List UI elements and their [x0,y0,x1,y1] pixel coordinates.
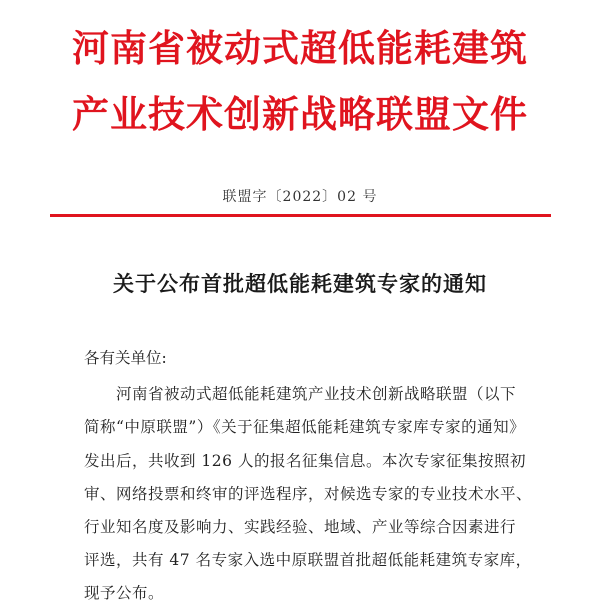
paragraph-line: 现予公布。 [84,584,165,602]
paragraph-line: 审、网络投票和终审的评选程序，对候选专家的专业技术水平、 [84,485,533,503]
paragraph-line: 发出后，共收到 126 人的报名征集信息。本次专家征集按照初 [84,452,526,470]
paragraph-line: 简称“中原联盟”）《关于征集超低能耗建筑专家库专家的通知》 [84,418,526,436]
salutation: 各有关单位: [84,349,167,367]
notice-title: 关于公布首批超低能耗建筑专家的通知 [113,271,487,296]
header-title-line1: 河南省被动式超低能耗建筑 [72,26,528,70]
paragraph-line: 行业知名度及影响力、实践经验、地域、产业等综合因素进行 [84,518,517,536]
red-divider [50,214,551,217]
document-number: 联盟字〔2022〕02 号 [222,189,378,205]
paragraph-line: 河南省被动式超低能耗建筑产业技术创新战略联盟（以下 [116,385,517,403]
paragraph-line: 评选，共有 47 名专家入选中原联盟首批超低能耗建筑专家库， [84,551,532,569]
header-title-line2: 产业技术创新战略联盟文件 [72,92,528,136]
